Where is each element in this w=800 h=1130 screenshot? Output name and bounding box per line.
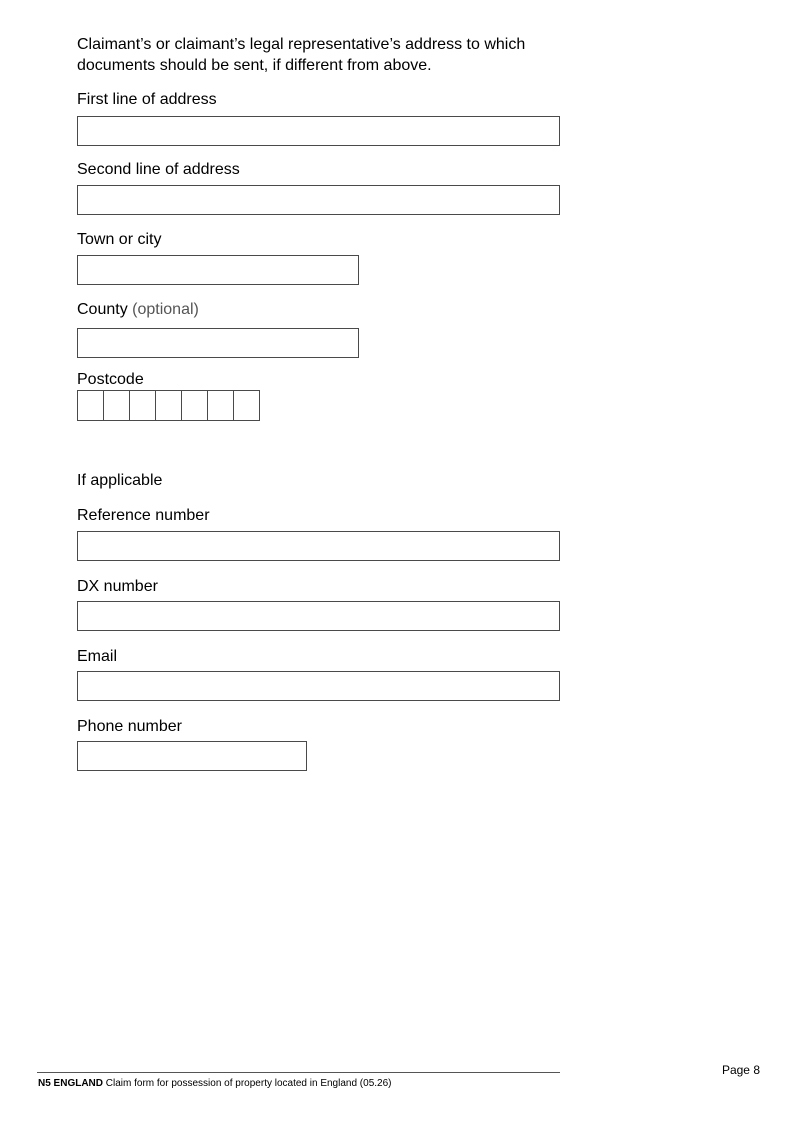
- postcode-boxes: [77, 390, 260, 421]
- footer-form-title: [38, 1078, 392, 1090]
- intro-text: Claimant’s or claimant’s legal representative’s address to which documents should be sent, if different from above.: [77, 36, 526, 74]
- county-label: [77, 300, 199, 319]
- email-input[interactable]: [77, 671, 560, 701]
- postcode-char-1[interactable]: [77, 390, 104, 421]
- footer-divider: [37, 1072, 560, 1073]
- email-label: Email: [77, 648, 118, 665]
- county-label-text: County: [77, 301, 128, 318]
- second-line-address-input[interactable]: [77, 185, 560, 215]
- dx-number-input[interactable]: [77, 601, 560, 631]
- postcode-char-6[interactable]: [207, 390, 234, 421]
- postcode-char-7[interactable]: [233, 390, 260, 421]
- second-line-label: Second line of address: [77, 161, 240, 178]
- postcode-label: Postcode: [77, 371, 144, 388]
- if-applicable-heading: If applicable: [77, 472, 163, 489]
- county-optional-hint: (optional): [132, 301, 199, 318]
- county-input[interactable]: [77, 328, 359, 358]
- reference-number-input[interactable]: [77, 531, 560, 561]
- phone-number-input[interactable]: [77, 741, 307, 771]
- form-description: Claim form for possession of property located in England (05.26): [103, 1078, 392, 1089]
- postcode-char-2[interactable]: [103, 390, 130, 421]
- postcode-char-3[interactable]: [129, 390, 156, 421]
- reference-number-label: Reference number: [77, 507, 210, 524]
- dx-number-label: DX number: [77, 578, 158, 595]
- phone-number-label: Phone number: [77, 718, 182, 735]
- form-code: N5 ENGLAND: [38, 1078, 104, 1089]
- town-input[interactable]: [77, 255, 359, 285]
- town-label: Town or city: [77, 231, 162, 248]
- first-line-address-input[interactable]: [77, 116, 560, 146]
- first-line-label: First line of address: [77, 91, 217, 108]
- postcode-char-5[interactable]: [181, 390, 208, 421]
- postcode-char-4[interactable]: [155, 390, 182, 421]
- page-number: Page 8: [721, 1063, 760, 1077]
